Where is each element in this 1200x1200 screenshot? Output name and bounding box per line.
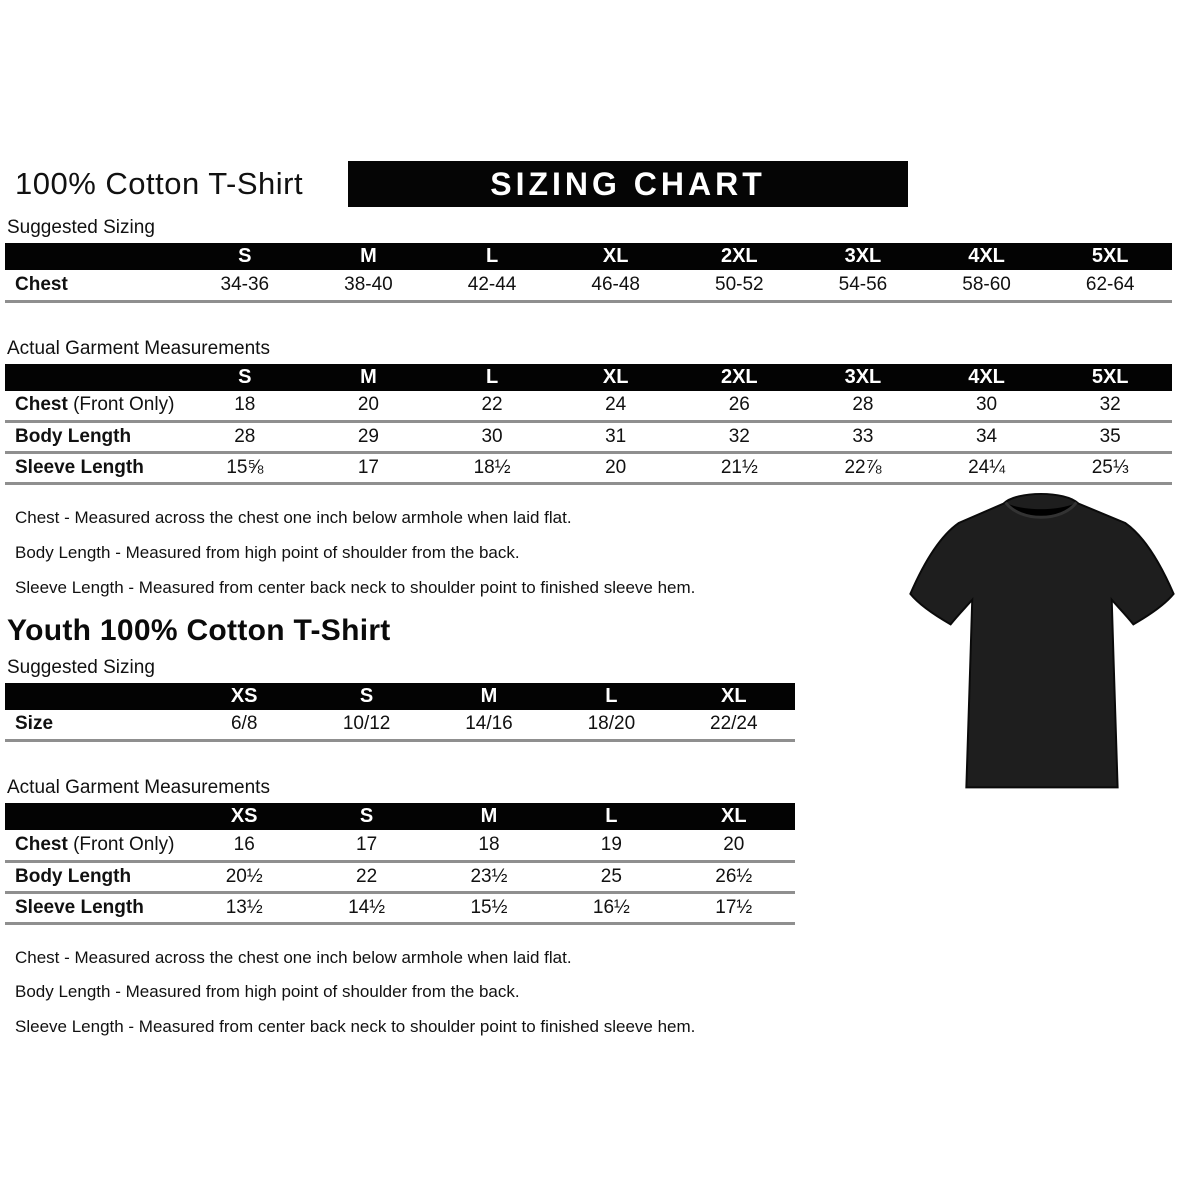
row-label	[5, 861, 183, 892]
youth-measurement-notes	[15, 941, 1200, 1046]
size-value-cell: 62-64	[1085, 273, 1135, 295]
adult-actual-measurements-table	[5, 364, 1172, 486]
size-value-cell: 15½	[470, 896, 508, 918]
adult-actual-measurements-label: Actual Garment Measurements	[7, 337, 270, 359]
tshirt-illustration	[893, 476, 1189, 810]
column-header-m: M	[428, 683, 550, 710]
column-header-5xl: 5XL	[1048, 364, 1172, 391]
table-header-row	[5, 803, 795, 830]
sizing-chart-banner: SIZING CHART	[348, 161, 908, 207]
column-header-l: L	[550, 683, 672, 710]
row-label-text: Sleeve Length	[15, 457, 144, 478]
size-value-cell: 15⅝	[226, 457, 264, 478]
size-value-cell: 14½	[348, 896, 386, 918]
table-row	[5, 270, 1172, 301]
row-label-text: Body Length	[15, 426, 132, 447]
size-value-cell: 22	[481, 394, 503, 416]
black-tshirt-photo	[893, 476, 1189, 810]
column-header-s: S	[183, 364, 307, 391]
spacer	[5, 303, 1200, 329]
size-value-cell: 31	[605, 426, 627, 447]
table-row	[5, 861, 795, 892]
column-header-m: M	[307, 243, 431, 270]
size-value-cell: 35	[1099, 426, 1121, 447]
size-value-cell: 20	[723, 833, 745, 855]
note-body-length: Body Length - Measured from high point of shoulder from the back.	[15, 982, 520, 1002]
corner-cell	[5, 803, 183, 830]
adult-suggested-sizing-table	[5, 243, 1172, 303]
size-value-cell: 18½	[473, 457, 511, 478]
size-value-cell: 23½	[470, 865, 508, 887]
row-label	[5, 453, 183, 484]
column-header-xl: XL	[554, 243, 678, 270]
note-chest: Chest - Measured across the chest one inch below armhole when laid flat.	[15, 508, 572, 527]
youth-suggested-sizing-table	[5, 683, 795, 743]
row-label-text: Size	[15, 713, 54, 735]
column-header-2xl: 2XL	[678, 364, 802, 391]
column-header-3xl: 3XL	[801, 364, 925, 391]
column-header-xs: XS	[183, 803, 305, 830]
size-value-cell: 18	[234, 394, 256, 416]
column-header-xl: XL	[673, 803, 795, 830]
size-value-cell: 20	[605, 457, 627, 478]
size-value-cell: 28	[852, 394, 874, 416]
size-value-cell: 6/8	[230, 713, 258, 735]
column-header-xs: XS	[183, 683, 305, 710]
size-value-cell: 42-44	[467, 273, 517, 295]
table-row	[5, 830, 795, 861]
adult-suggested-sizing-label: Suggested Sizing	[7, 217, 155, 238]
size-value-cell: 17	[356, 833, 378, 855]
size-value-cell: 58-60	[962, 273, 1011, 295]
corner-cell	[5, 683, 183, 710]
row-label-text: Chest	[15, 273, 68, 295]
size-value-cell: 16	[233, 833, 255, 855]
row-label	[5, 422, 183, 453]
column-header-m: M	[307, 364, 431, 391]
column-header-xl: XL	[554, 364, 678, 391]
size-value-cell: 25	[600, 865, 622, 887]
row-label	[5, 830, 183, 861]
size-value-cell: 22	[356, 865, 378, 887]
adult-section-title: 100% Cotton T-Shirt	[15, 166, 304, 201]
column-header-5xl: 5XL	[1048, 243, 1172, 270]
row-label	[5, 270, 183, 301]
note-sleeve-length: Sleeve Length - Measured from center back neck to shoulder point to finished sleeve hem.	[15, 1017, 696, 1037]
size-value-cell: 30	[481, 426, 503, 447]
row-label-suffix: (Front Only)	[67, 394, 175, 416]
column-header-3xl: 3XL	[801, 243, 925, 270]
column-header-l: L	[430, 243, 554, 270]
corner-cell	[5, 364, 183, 391]
size-value-cell: 32	[728, 426, 750, 447]
column-header-l: L	[550, 803, 672, 830]
size-value-cell: 32	[1099, 394, 1121, 416]
size-value-cell: 26	[728, 394, 750, 416]
size-value-cell: 13½	[225, 896, 263, 918]
size-value-cell: 18	[478, 833, 500, 855]
table-header-row	[5, 364, 1172, 391]
size-value-cell: 20	[357, 394, 379, 416]
size-value-cell: 17	[357, 457, 379, 478]
row-label-suffix: (Front Only)	[67, 833, 175, 855]
table-header-row	[5, 683, 795, 710]
size-value-cell: 54-56	[838, 273, 888, 295]
column-header-4xl: 4XL	[925, 243, 1049, 270]
column-header-xl: XL	[673, 683, 795, 710]
row-label-text: Chest	[15, 394, 68, 416]
size-value-cell: 38-40	[344, 273, 393, 295]
size-value-cell: 30	[975, 394, 998, 416]
size-value-cell: 34	[975, 426, 998, 447]
table-row	[5, 422, 1172, 453]
column-header-m: M	[428, 803, 550, 830]
table-row	[5, 892, 795, 923]
size-value-cell: 17½	[715, 896, 753, 918]
row-label-text: Chest	[15, 833, 68, 855]
column-header-s: S	[305, 683, 427, 710]
youth-actual-measurements-table	[5, 803, 795, 925]
header-row	[5, 160, 1200, 208]
size-value-cell: 33	[852, 426, 874, 447]
youth-suggested-sizing-label: Suggested Sizing	[7, 656, 155, 678]
note-chest: Chest - Measured across the chest one inch below armhole when laid flat.	[15, 947, 572, 967]
youth-actual-measurements-label: Actual Garment Measurements	[7, 777, 270, 799]
size-value-cell: 34-36	[220, 273, 270, 295]
size-value-cell: 46-48	[591, 273, 640, 295]
size-value-cell: 21½	[720, 457, 758, 478]
size-value-cell: 20½	[225, 865, 263, 887]
table-row	[5, 391, 1172, 422]
size-value-cell: 26½	[715, 865, 753, 887]
column-header-l: L	[430, 364, 554, 391]
tshirt-body	[910, 494, 1173, 787]
size-value-cell: 28	[234, 426, 256, 447]
row-label	[5, 892, 183, 923]
size-value-cell: 50-52	[715, 273, 764, 295]
youth-section-title: Youth 100% Cotton T-Shirt	[7, 613, 391, 647]
corner-cell	[5, 243, 183, 270]
size-value-cell: 29	[357, 426, 379, 447]
row-label	[5, 391, 183, 422]
size-value-cell: 10/12	[342, 713, 391, 735]
column-header-2xl: 2XL	[678, 243, 802, 270]
row-label	[5, 710, 183, 741]
size-value-cell: 25⅓	[1091, 457, 1129, 478]
column-header-4xl: 4XL	[925, 364, 1049, 391]
size-value-cell: 18/20	[587, 713, 636, 735]
column-header-s: S	[183, 243, 307, 270]
note-sleeve-length: Sleeve Length - Measured from center back neck to shoulder point to finished sleeve hem.	[15, 577, 696, 597]
row-label-text: Sleeve Length	[15, 896, 144, 918]
row-label-text: Body Length	[15, 865, 132, 887]
size-value-cell: 24¼	[968, 457, 1006, 478]
size-value-cell: 22⅞	[844, 457, 882, 478]
table-row	[5, 710, 795, 741]
column-header-s: S	[305, 803, 427, 830]
size-value-cell: 19	[600, 833, 622, 855]
size-value-cell: 24	[605, 394, 627, 416]
size-value-cell: 16½	[592, 896, 630, 918]
table-header-row	[5, 243, 1172, 270]
note-body-length: Body Length - Measured from high point of shoulder from the back.	[15, 542, 520, 562]
size-value-cell: 14/16	[465, 713, 513, 735]
size-value-cell: 22/24	[710, 713, 758, 735]
